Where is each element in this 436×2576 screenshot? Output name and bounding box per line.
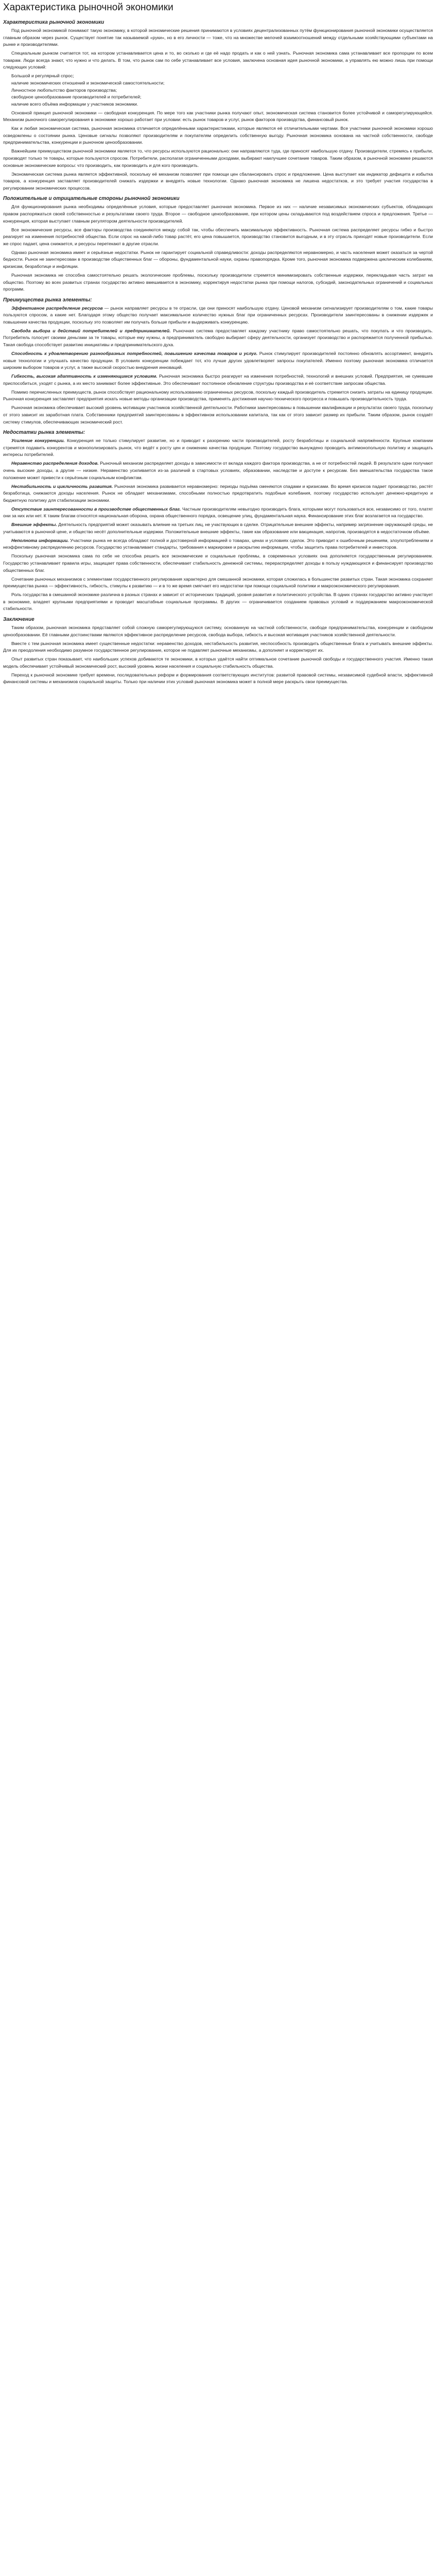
item-lead: Гибкость, высокая адаптивность к изменяющимся условиям.: [11, 374, 158, 379]
list-item: свободное ценообразование производителей и потребителей;: [11, 94, 142, 100]
item-lead: Нестабильность и цикличность развития.: [11, 483, 113, 489]
advantage-item: [3, 328, 433, 349]
item-text: — рынок направляет ресурсы в те отрасли, где они приносят наибольшую отдачу. Ценовой механизм сигнализирует производителям о том, какие товары пользуются спросом, а какие нет. Благодаря этому общество получает максимальное количество нужных благ при ограниченных ресурсах. Производители заинтересованы в снижении издержек и повышении качества продукции, поскольку это позволяет им получать больше прибыли и выдерживать конкуренцию.: [3, 305, 433, 325]
disadvantage-item: [3, 521, 433, 535]
paragraph: Таким образом, рыночная экономика представляет собой сложную саморегулирующуюся систему, основанную на частной собственности, свободе предпринимательства, конкуренции и свободном ценообразовании. Её главными достоинствами являются эффективное распределение ресурсов, свобода выбора, гибкость и высокая мотивация участников хозяйственной деятельности.: [3, 624, 433, 637]
item-text: Деятельность предприятий может оказывать влияние на третьих лиц, не участвующих в сделке. Отрицательные внешние эффекты, например загрязнение окружающей среды, не учитываются в рыночной цене, и общество несёт дополнительные издержки. Положительные внешние эффекты, такие как образование или вакцинация, напротив, производятся в недостаточном объёме.: [3, 522, 433, 534]
conditions-list: [3, 73, 433, 108]
disadvantage-item: [3, 506, 433, 520]
item-text: Рынок стимулирует производителей постоянно обновлять ассортимент, внедрять новые технологии и улучшать качество продукции. В условиях конкуренции побеждает тот, кто лучше других удовлетворяет запросы покупателей. Именно поэтому рыночная экономика отличается широким выбором товаров и услуг, а также высокой скоростью внедрения инноваций.: [3, 351, 433, 370]
disadvantage-item: [3, 537, 433, 551]
paragraph: Важнейшим преимуществом рыночной экономики является то, что ресурсы используются рационально: они направляются туда, где приносят наибольшую отдачу. Производители, стремясь к прибыли, производят только те товары, которые пользуются спросом. Потребители, располагая ограниченными доходами, выбирают наилучшее сочетание товаров. Таким образом, в рыночной экономике решаются основные экономические вопросы: что производить, как производить и для кого производить.: [3, 148, 433, 168]
section-heading: Положительные и отрицательные стороны рыночной экономики: [3, 196, 180, 202]
item-text: Конкуренция не только стимулирует развитие, но и приводит к разорению части производителей, росту безработицы и социальной напряжённости. Крупные компании стремятся подавить конкурентов и монополизировать рынок, что ведёт к росту цен и снижению качества продукции. Поэтому государство вынуждено проводить антимонопольную политику и защищать интересы потребителей.: [3, 438, 433, 457]
paragraph: Экономическая система рынка является эффективной, поскольку её механизм позволяет при помощи цен сбалансировать спрос и предложение. Цена выступает как индикатор дефицита и избытка товаров, а конкуренция заставляет производителей снижать издержки и внедрять новые технологии. Однако рыночная экономика не лишена недостатков, и это требует участия государства в регулировании экономических процессов.: [3, 171, 433, 191]
paragraph: Для функционирования рынка необходимы определённые условия, которые предоставляет рыночная экономика. Первое из них — наличие независимых экономических субъектов, обладающих правом распоряжаться своей собственностью и результатами своего труда. Второе — свободное ценообразование, при котором цены складываются под воздействием спроса и предложения. Третье — конкуренция, которая выступает главным регулятором деятельности производителей.: [3, 204, 433, 224]
advantage-item: [3, 350, 433, 371]
disadvantage-item: [3, 460, 433, 481]
disadvantage-item: [3, 437, 433, 459]
item-lead: Внешние эффекты.: [11, 522, 57, 528]
pros-cons-section: [3, 196, 433, 293]
intro-section: [3, 20, 433, 192]
list-item: Большой и регулярный спрос;: [11, 73, 74, 79]
item-text: Рыночная система предоставляет каждому участнику право самостоятельно решать, что покупать и что производить. Потребитель голосует своими деньгами за те товары, которые ему нужны, а предприниматель свободно выбирает сферу деятельности, организует производство и распоряжается полученной прибылью. Такая свобода способствует развитию инициативы и предпринимательского духа.: [3, 328, 433, 348]
section-heading: Заключение: [3, 616, 34, 622]
paragraph: Основной принцип рыночной экономики — свободная конкуренция. По мере того как участники рынка получают опыт, экономическая система становится более устойчивой и саморегулирующейся. Механизм рыночного саморегулирования в экономике хорошо работает при условии: есть рынок товаров и услуг, рынок факторов производства, финансовый рынок.: [3, 110, 433, 123]
item-text: Частным производителям невыгодно производить блага, которыми могут пользоваться все, независимо от того, платят они за них или нет. К таким благам относятся национальная оборона, охрана общественного порядка, освещение улиц, фундаментальная наука. Финансирование этих благ возлагается на государство.: [3, 506, 433, 519]
advantages-section: [3, 297, 433, 426]
item-text: Рыночная экономика развивается неравномерно: периоды подъёма сменяются спадами и кризисами. Во время кризисов падает производство, растёт безработица, снижаются доходы населения. Рынок не обладает механизмами, способными полностью предотвратить подобные колебания, поэтому государство использует денежно-кредитную и бюджетную политику для стабилизации экономики.: [3, 483, 433, 503]
item-text: Участники рынка не всегда обладают полной и достоверной информацией о товарах, ценах и условиях сделок. Это приводит к ошибочным решениям, злоупотреблениям и неэффективному распределению ресурсов. Государство устанавливает стандарты, требования к маркировке и раскрытию информации, чтобы защитить права потребителей и инвесторов.: [3, 537, 433, 550]
paragraph: Сочетание рыночных механизмов с элементами государственного регулирования характерно для смешанной экономики, которая сложилась в большинстве развитых стран. Такая экономика сохраняет преимущества рынка — эффективность, гибкость, стимулы к развитию — и в то же время смягчает его недостатки при помощи социальной политики и макроэкономического регулирования.: [3, 576, 433, 589]
paragraph: Помимо перечисленных преимуществ, рынок способствует рациональному использованию ограниченных ресурсов, поскольку каждый производитель стремится снизить затраты на единицу продукции. Рыночная конкуренция заставляет предприятия искать новые методы организации производства, применять достижения научно-технического прогресса и повышать производительность труда.: [3, 389, 433, 402]
conclusion-section: [3, 617, 433, 686]
item-text: Рыночная экономика быстро реагирует на изменения потребностей, технологий и внешних условий. Предприятия, не сумевшие приспособиться, уходят с рынка, а их место занимают более эффективные. Это обеспечивает постоянное обновление структуры производства и её соответствие запросам общества.: [3, 374, 433, 386]
advantage-item: [3, 373, 433, 387]
item-lead: Неполнота информации.: [11, 537, 69, 543]
paragraph: Как и любая экономическая система, рыночная экономика отличается определёнными характеристиками, которые являются её отличительными чертами. Все участники рыночной экономики хорошо осведомлены о состоянии рынка. Ценовые сигналы позволяют производителям и покупателям определить собственную выгоду. Рыночная экономика основана на частной собственности, свободе предпринимательства, конкуренции и рыночном ценообразовании.: [3, 126, 433, 145]
paragraph: Опыт развитых стран показывает, что наибольших успехов добиваются те экономики, в которых удаётся найти оптимальное сочетание рыночной свободы и государственного участия. Именно такая модель обеспечивает устойчивый экономический рост, высокий уровень жизни населения и социальную стабильность общества.: [3, 656, 433, 669]
list-item: Личностное любопытство факторов производства;: [11, 87, 117, 93]
item-lead: Неравенство распределения доходов.: [11, 461, 99, 466]
paragraph: Однако рыночная экономика имеет и серьёзные недостатки. Рынок не гарантирует социальной справедливости: доходы распределяются неравномерно, и часть населения может оказаться за чертой бедности. Рынок не заинтересован в производстве общественных благ — обороны, фундаментальной науки, охраны правопорядка. Кроме того, рыночная экономика подвержена циклическим колебаниям, кризисам, безработице и инфляции.: [3, 249, 433, 269]
page-title: Характеристика рыночной экономики: [3, 2, 173, 13]
section-heading: Недостатки рынка элементы:: [3, 430, 85, 436]
paragraph: Под рыночной экономикой понимают такую экономику, в которой экономические решения принимаются в условиях децентрализованных путём функционирования рыночной экономики осуществляется главным образом через рынок. Существует понятие так называемой «руки», но в его личности — тоже, что на множестве мелочей взаимоотношений между отдельными хозяйствующими субъектами на рынке и производителями.: [3, 28, 433, 47]
paragraph: Роль государства в смешанной экономике различна в разных странах и зависит от исторических традиций, уровня развития и политического устройства. В одних странах государство активно участвует в экономике, владеет крупными предприятиями и проводит масштабные социальные программы. В других — ограничивается созданием правовых условий и поддержанием макроэкономической стабильности.: [3, 592, 433, 612]
disadvantages-section: [3, 430, 433, 613]
list-item: наличие экономических отношений и экономической самостоятельности;: [11, 80, 165, 86]
item-lead: Отсутствие заинтересованности в производстве общественных благ.: [11, 506, 181, 512]
paragraph: Вместе с тем рыночная экономика имеет существенные недостатки: неравенство доходов, нестабильность развития, неспособность производить общественные блага и учитывать внешние эффекты. Для их преодоления необходимо разумное государственное регулирование, которое не подавляет рыночные механизмы, а дополняет и корректирует их.: [3, 640, 433, 653]
advantage-item: [3, 305, 433, 326]
paragraph: Все экономические ресурсы, все факторы производства соединяются между собой так, чтобы обеспечить максимальную эффективность. Рыночная система распределяет ресурсы гибко и быстро реагирует на изменения потребностей общества. Если спрос на какой-либо товар растёт, его цена повышается, производство становится выгодным, и в эту отрасль приходят новые производители. Если же спрос падает, цена снижается, и ресурсы перетекают в другие отрасли.: [3, 227, 433, 246]
section-heading: Характеристика рыночной экономики: [3, 20, 104, 25]
paragraph: Рыночная экономика обеспечивает высокий уровень мотивации участников хозяйственной деятельности. Работники заинтересованы в повышении квалификации и результатах своего труда, поскольку от этого зависит их заработная плата. Собственники предприятий заинтересованы в эффективном использовании капитала, так как от этого зависит размер их прибыли. Таким образом, рынок создаёт систему стимулов, обеспечивающих экономический рост.: [3, 405, 433, 425]
paragraph: Поскольку рыночная экономика сама по себе не способна решить все экономические и социальные проблемы, в современных условиях она дополняется государственным регулированием. Государство устанавливает правила игры, защищает права собственности, обеспечивает стабильность денежной системы, перераспределяет доходы в пользу нуждающихся и финансирует производство общественных благ.: [3, 553, 433, 573]
item-lead: Эффективное распределение ресурсов: [11, 305, 103, 311]
paragraph: Рыночная экономика не способна самостоятельно решать экологические проблемы, поскольку производители стремятся минимизировать собственные издержки, перекладывая часть затрат на общество. Поэтому во всех развитых странах государство активно вмешивается в экономику, корректируя недостатки рынка при помощи налогов, субсидий, законодательных ограничений и социальных программ.: [3, 272, 433, 292]
paragraph: Переход к рыночной экономике требует времени, последовательных реформ и формирования соответствующих институтов: развитой правовой системы, независимой судебной власти, эффективной финансовой системы и механизмов социальной защиты. Только при наличии этих условий рыночная экономика может в полной мере раскрыть свои преимущества.: [3, 672, 433, 685]
section-heading: Преимущества рынка элементы:: [3, 297, 92, 303]
item-lead: Усиление конкуренции.: [11, 438, 65, 444]
item-lead: Способность к удовлетворению разнообразных потребностей, повышению качества товаров и услуг.: [11, 351, 258, 357]
list-item: наличие всего объёма информации у участников экономики.: [11, 101, 138, 107]
disadvantage-item: [3, 483, 433, 504]
item-lead: Свобода выбора и действий потребителей и предпринимателей.: [11, 328, 171, 333]
paragraph: Специальным рынком считается тот, на котором устанавливается цена и то, во сколько и где её надо продать и как о ней узнать. Рыночная экономика сама устанавливает все пропорции по всем товарам. Люди всегда знают, что нужно и что делать. В том, что рынок сам по себе устанавливает все условия, заключена основная идея рыночной экономики, а управлять ею можно лишь при помощи следующих условий:: [3, 50, 433, 70]
item-text: Рыночный механизм распределяет доходы в зависимости от вклада каждого фактора производства, а не от потребностей людей. В результате одни получают очень высокие доходы, а другие — низкие. Неравенство усиливается из-за различий в стартовых условиях, образовании, наследстве и доступе к ресурсам. Без вмешательства государства такое положение может привести к серьёзным социальным конфликтам.: [3, 461, 433, 480]
